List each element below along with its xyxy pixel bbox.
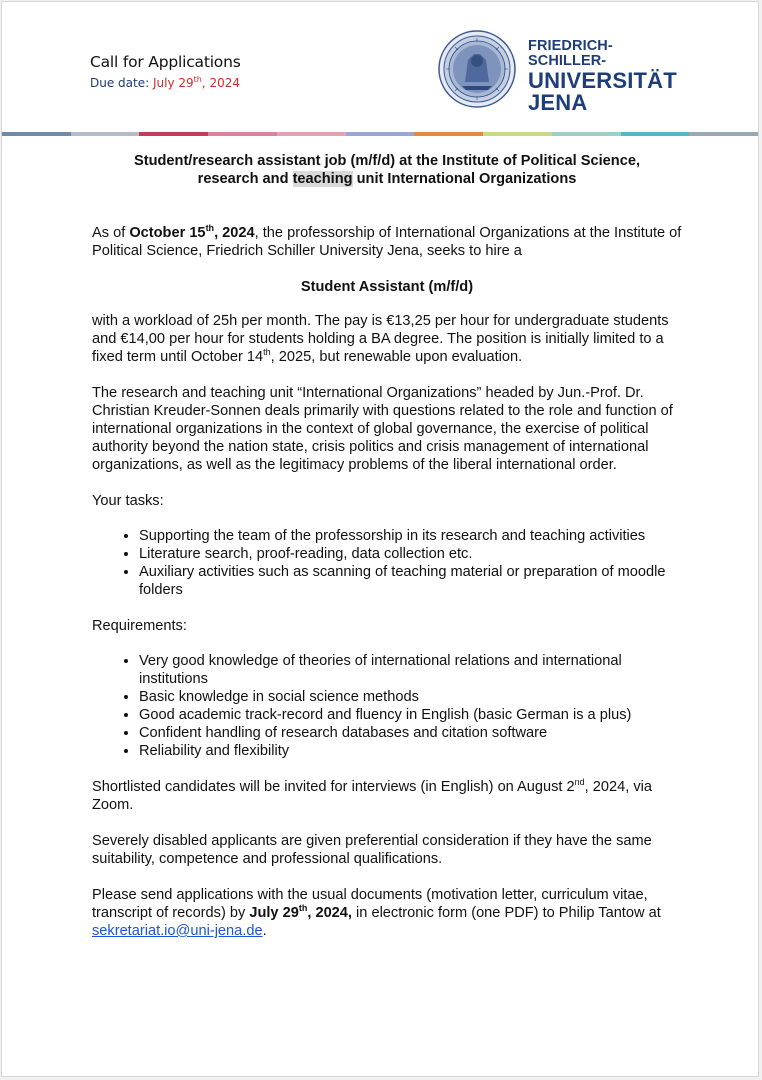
- color-band-segment: [414, 132, 483, 136]
- list-item: • Good academic track-record and fluency in English (basic German is a plus): [139, 706, 682, 724]
- due-date: Due date: July 29th, 2024: [90, 75, 241, 90]
- list-item: • Reliability and flexibility: [139, 742, 682, 760]
- university-wordmark: FRIEDRICH-SCHILLER- UNIVERSITÄT JENA: [528, 38, 677, 115]
- list-item: • Very good knowledge of theories of international relations and international institutions: [139, 652, 682, 688]
- tasks-list: [92, 527, 682, 599]
- document-body: [92, 152, 682, 940]
- color-band-segment: [277, 132, 346, 136]
- color-band-segment: [483, 132, 552, 136]
- requirements-list: [92, 652, 682, 760]
- color-band-segment: [552, 132, 621, 136]
- color-band-segment: [2, 132, 71, 136]
- color-band: [2, 132, 758, 136]
- unit-description: The research and teaching unit “International Organizations” headed by Jun.-Prof. Dr. Christian Kreuder-Sonnen deals primarily with questions related to the role and function of international organizations in the context of global governance, the exercise of political authority beyond the nation state, crisis politics and crisis management of international organizations, as well as the legitimacy problems of the liberal international order.: [92, 385, 673, 473]
- interview-paragraph: Shortlisted candidates will be invited for interviews (in English) on August 2nd, 2024, via Zoom.: [92, 777, 653, 813]
- document-page: [1, 1, 759, 1077]
- call-title: Call for Applications: [90, 53, 241, 71]
- university-logo: [438, 30, 688, 115]
- list-item: • Literature search, proof-reading, data collection etc.: [139, 545, 682, 563]
- header-left: [90, 53, 241, 90]
- color-band-segment: [621, 132, 690, 136]
- disabled-note: Severely disabled applicants are given preferential consideration if they have the same suitability, competence and professional qualifications.: [92, 833, 652, 867]
- application-paragraph: Please send applications with the usual documents (motivation letter, curriculum vitae, transcript of records) by July 29th, 2024, in electronic form (one PDF) to Philip Tantow at sekretariat.io@uni-jena.de.: [92, 887, 661, 939]
- tasks-heading: Your tasks:: [92, 493, 164, 509]
- color-band-segment: [71, 132, 140, 136]
- list-item: • Basic knowledge in social science methods: [139, 688, 682, 706]
- workload-paragraph: with a workload of 25h per month. The pay is €13,25 per hour for undergraduate students and €14,00 per hour for students holding a BA degree. The position is initially limited to a fixed term until October 14th, 2025, but renewable upon evaluation.: [92, 313, 669, 365]
- color-band-segment: [208, 132, 277, 136]
- university-seal-icon: [438, 30, 516, 108]
- list-item: • Auxiliary activities such as scanning of teaching material or preparation of moodle folders: [139, 563, 682, 599]
- due-date-value: July 29th, 2024: [152, 75, 241, 90]
- intro-paragraph: As of October 15th, 2024, the professorship of International Organizations at the Institute of Political Science, Friedrich Schiller University Jena, seeks to hire a: [92, 223, 682, 259]
- color-band-segment: [139, 132, 208, 136]
- list-item: • Confident handling of research databases and citation software: [139, 724, 682, 742]
- email-link[interactable]: sekretariat.io@uni-jena.de: [92, 923, 263, 939]
- list-item: • Supporting the team of the professorship in its research and teaching activities: [139, 527, 682, 545]
- requirements-heading: Requirements:: [92, 618, 187, 634]
- color-band-segment: [346, 132, 415, 136]
- position-title: Student Assistant (m/f/d): [300, 279, 474, 295]
- job-title: Student/research assistant job (m/f/d) at the Institute of Political Science, research and teaching unit International Organizations: [133, 153, 641, 187]
- color-band-segment: [689, 132, 758, 136]
